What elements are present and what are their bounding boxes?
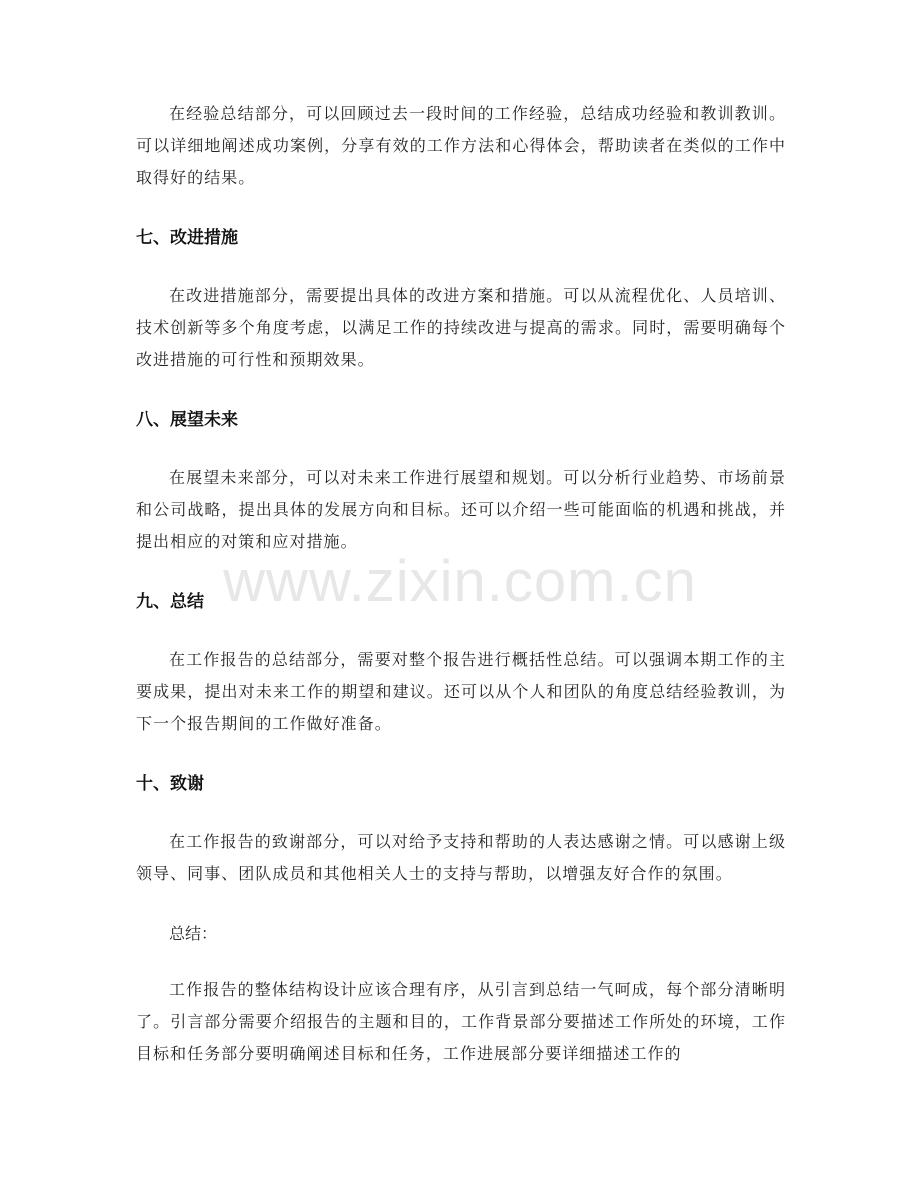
watermark-text: www.zixin.com.cn [223, 549, 697, 614]
paragraph-overall-conclusion: 工作报告的整体结构设计应该合理有序，从引言到总结一气呵成，每个部分清晰明了。引言部分需要介绍报告的主题和目的，工作背景部分要描述工作所处的环境，工作目标和任务部分要明确阐述目标和任务，工作进展部分要详细描述工作的 [136, 980, 786, 1063]
summary-label: 总结： [169, 924, 218, 943]
paragraph-future-outlook: 在展望未来部分，可以对未来工作进行展望和规划。可以分析行业趋势、市场前景和公司战略，提出具体的发展方向和目标。还可以介绍一些可能面临的机遇和挑战，并提出相应的对策和应对措施。 [136, 468, 786, 551]
paragraph-experience-summary: 在经验总结部分，可以回顾过去一段时间的工作经验，总结成功经验和教训教训。可以详细地阐述成功案例，分享有效的工作方法和心得体会，帮助读者在类似的工作中取得好的结果。 [136, 104, 786, 187]
heading-summary: 九、总结 [136, 592, 204, 612]
paragraph-summary: 在工作报告的总结部分，需要对整个报告进行概括性总结。可以强调本期工作的主要成果，提出对未来工作的期望和建议。还可以从个人和团队的角度总结经验教训，为下一个报告期间的工作做好准备。 [136, 650, 786, 733]
heading-acknowledgements: 十、致谢 [136, 774, 204, 794]
paragraph-improvement-measures: 在改进措施部分，需要提出具体的改进方案和措施。可以从流程优化、人员培训、技术创新等多个角度考虑，以满足工作的持续改进与提高的需求。同时，需要明确每个改进措施的可行性和预期效果。 [136, 286, 786, 369]
heading-improvement-measures: 七、改进措施 [136, 228, 238, 248]
heading-future-outlook: 八、展望未来 [136, 410, 238, 430]
document-body [136, 98, 786, 1100]
paragraph-acknowledgements: 在工作报告的致谢部分，可以对给予支持和帮助的人表达感谢之情。可以感谢上级领导、同事、团队成员和其他相关人士的支持与帮助，以增强友好合作的氛围。 [136, 832, 786, 883]
